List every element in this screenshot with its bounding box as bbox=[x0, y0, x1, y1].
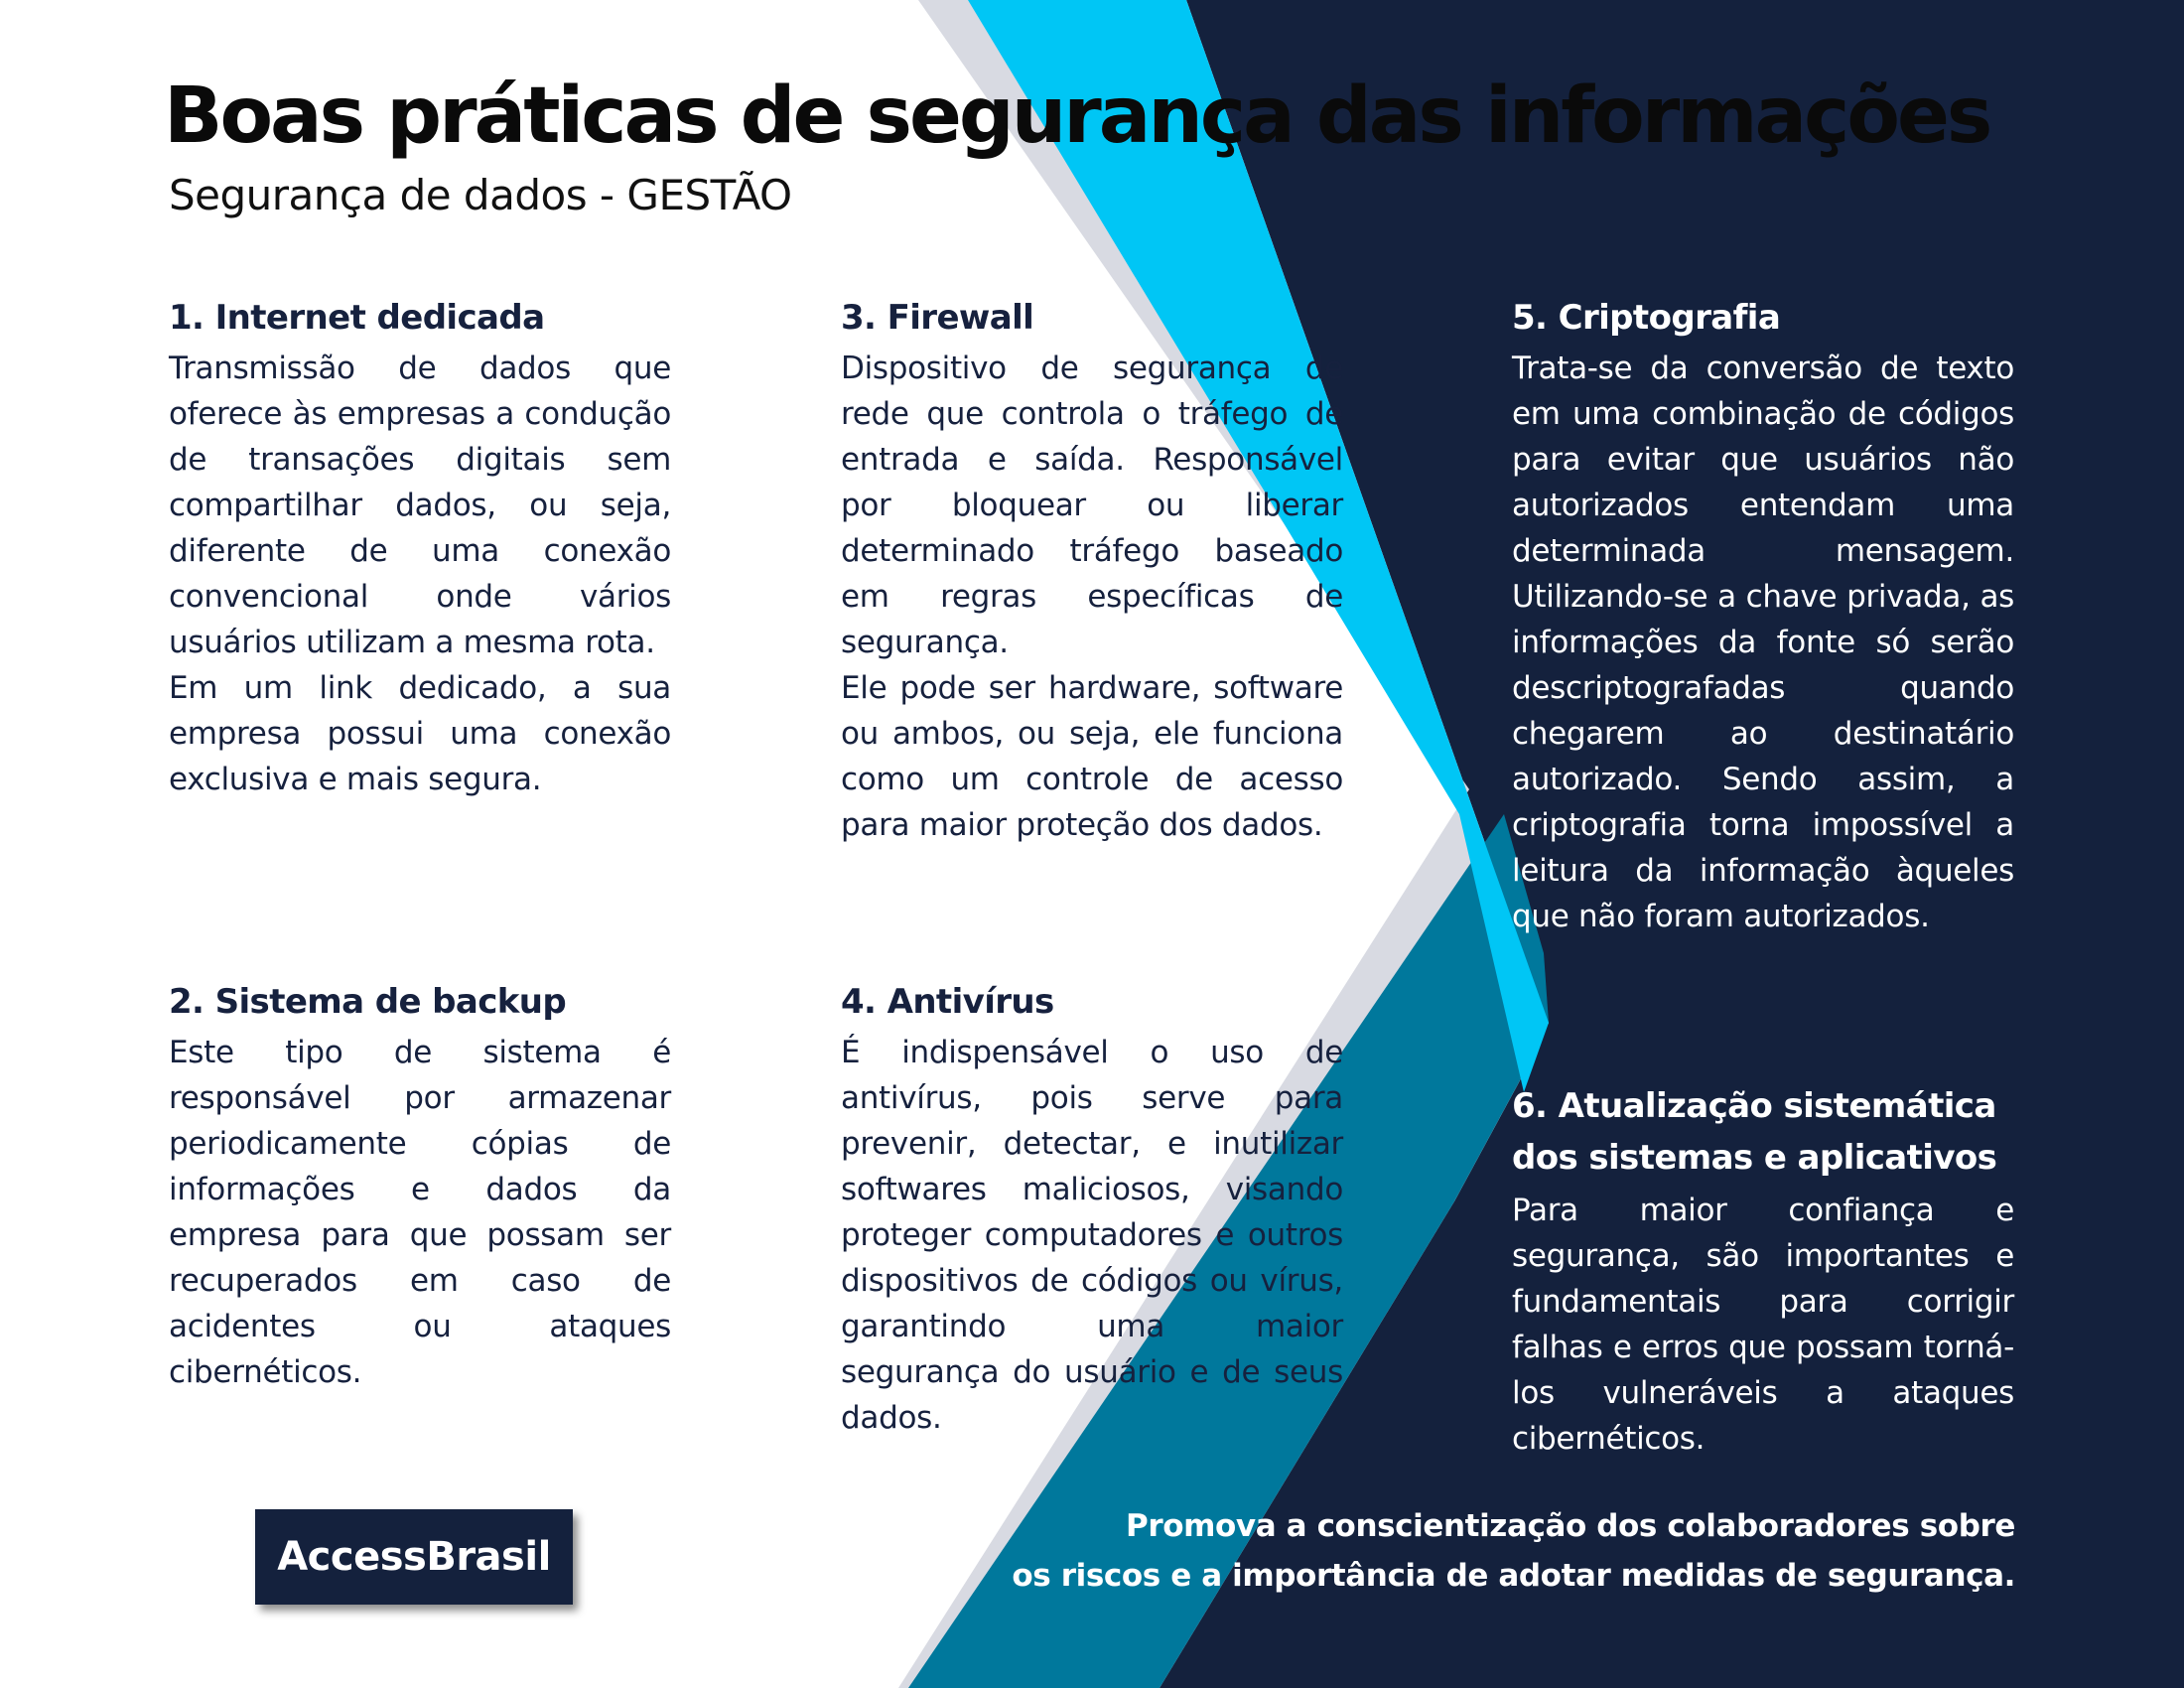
section-criptografia bbox=[1512, 294, 2014, 939]
section-heading: 3. Firewall bbox=[841, 298, 1034, 338]
section-sistema-de-backup bbox=[169, 978, 671, 1395]
page-title: Boas práticas de segurança das informações bbox=[164, 71, 1990, 161]
section-heading: 1. Internet dedicada bbox=[169, 298, 545, 338]
section-paragraph: Trata-se da conversão de texto em uma combinação de códigos para evitar que usuários não autorizados entendam uma determinada mensagem. Utilizando-se a chave privada, as informações da fonte só serão descriptografadas quando chegarem ao destinatário autorizado. Sendo assim, a criptografia torna impossível a leitura da informação àqueles que não foram autorizados. bbox=[1512, 351, 2014, 934]
section-heading: 2. Sistema de backup bbox=[169, 982, 567, 1022]
section-heading: 6. Atualização sistemática dos sistemas e aplicativos bbox=[1512, 1086, 1997, 1178]
cta-line-1: Promova a conscientização dos colaboradores sobre bbox=[1126, 1508, 2015, 1544]
section-paragraph: Dispositivo de segurança de rede que controla o tráfego de entrada e saída. Responsável por bloquear ou liberar determinado tráfego baseado em regras específicas de segurança. bbox=[841, 351, 1343, 660]
section-firewall bbox=[841, 294, 1343, 848]
section-paragraph: Em um link dedicado, a sua empresa possui uma conexão exclusiva e mais segura. bbox=[169, 670, 671, 797]
section-atualizacao-sistematica bbox=[1512, 1080, 2014, 1462]
section-paragraph: Para maior confiança e segurança, são importantes e fundamentais para corrigir falhas e erros que possam torná-los vulneráveis a ataques cibernéticos. bbox=[1512, 1193, 2014, 1457]
logo-text: AccessBrasil bbox=[277, 1534, 551, 1580]
section-internet-dedicada bbox=[169, 294, 671, 802]
section-paragraph: Ele pode ser hardware, software ou ambos, ou seja, ele funciona como um controle de acesso para maior proteção dos dados. bbox=[841, 670, 1343, 843]
section-antivirus bbox=[841, 978, 1343, 1441]
section-paragraph: É indispensável o uso de antivírus, pois serve para prevenir, detectar, e inutilizar softwares maliciosos, visando proteger computadores e outros dispositivos de códigos ou vírus, garantindo uma maior segurança do usuário e de seus dados. bbox=[841, 1035, 1343, 1436]
accessbrasil-logo bbox=[255, 1509, 573, 1605]
section-heading: 4. Antivírus bbox=[841, 982, 1054, 1022]
section-heading: 5. Criptografia bbox=[1512, 298, 1781, 338]
cta-line-2: os riscos e a importância de adotar medidas de segurança. bbox=[1012, 1558, 2015, 1594]
call-to-action bbox=[1012, 1501, 2015, 1601]
section-paragraph: Este tipo de sistema é responsável por armazenar periodicamente cópias de informações e dados da empresa para que possam ser recuperados em caso de acidentes ou ataques cibernéticos. bbox=[169, 1035, 671, 1390]
section-paragraph: Transmissão de dados que oferece às empresas a condução de transações digitais sem compartilhar dados, ou seja, diferente de uma conexão convencional onde vários usuários utilizam a mesma rota. bbox=[169, 351, 671, 660]
page-subtitle: Segurança de dados - GESTÃO bbox=[169, 171, 792, 219]
